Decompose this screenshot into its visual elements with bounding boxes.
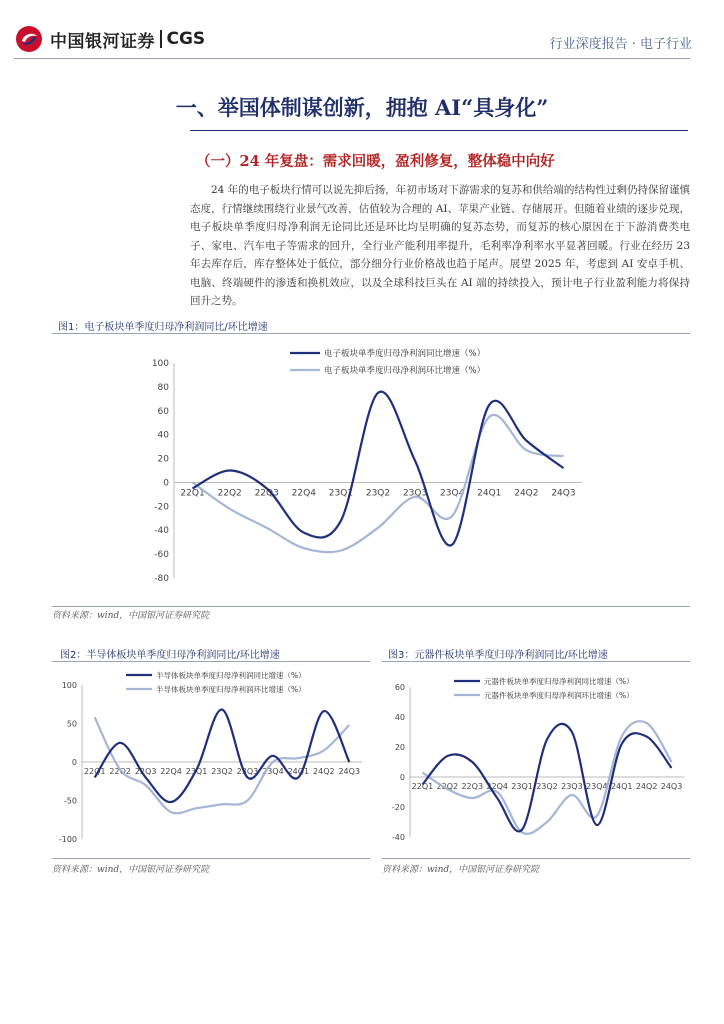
fig2-series-line-2: [95, 717, 350, 813]
fig2-y-tick-label: 0: [71, 758, 77, 767]
fig3-y-tick-label: -40: [391, 833, 405, 842]
fig1-label: 图1：电子板块单季度归母净利润同比/环比增速: [58, 322, 268, 333]
fig3-y-tick-label: 0: [399, 773, 405, 782]
fig3-x-tick-label: 23Q2: [536, 782, 558, 791]
fig3-x-tick-label: 22Q2: [436, 782, 459, 791]
fig3-x-tick-label: 24Q1: [610, 782, 633, 791]
fig1-series-line-1: [193, 392, 564, 546]
fig2-label: 图2：半导体板块单季度归母净利润同比/环比增速: [60, 650, 280, 661]
fig1-x-tick-label: 23Q4: [440, 488, 465, 499]
fig3-x-tick-label: 23Q4: [586, 782, 608, 791]
page-header: [0, 0, 724, 60]
fig3-series-line-1: [423, 724, 672, 832]
fig3-label: 图3：元器件板块单季度归母净利润同比/环比增速: [388, 650, 608, 661]
fig1-x-tick-label: 22Q4: [291, 488, 316, 499]
fig2-x-tick-label: 23Q2: [211, 767, 233, 776]
fig2-x-tick-label: 24Q3: [338, 767, 361, 776]
section-title: 一、举国体制谋创新，拥抱 AI“具身化”: [175, 95, 549, 120]
fig3-x-tick-label: 24Q2: [635, 782, 658, 791]
fig1-y-tick-label: 40: [157, 430, 169, 441]
fig2-x-tick-label: 23Q1: [185, 767, 208, 776]
fig3-source: 资料来源：wind，中国银河证券研究院: [382, 865, 540, 875]
fig1-y-tick-label: -80: [154, 574, 169, 584]
fig3-x-tick-label: 22Q1: [411, 782, 434, 791]
body-paragraph: 24 年的电子板块行情可以说先抑后扬，年初市场对下游需求的复苏和供给端的结构性过剩仍持保留谨慎态度，行情继续围绕行业景气改善，估值较为合理的 AI、苹果产业链、存储展开。但随着业绩的逐步兑现，电子板块单季度归母净利润无论同比还是环比均呈明确的复苏态势，而复苏的核心原因在于下游消费类电子、家电、汽车电子等需求的回升，全行业产能利用率提升，毛利率净利率水平显著回暖。行业在经历 23 年去库存后，库存整体处于低位，部分细分行业价格战也趋于尾声。展望 2025 年，考虑到 AI 安卓手机、电脑、终端硬件的渗透和换机效应，以及全球科技巨头在 AI 端的持续投入，预计电子行业盈利能力将保持回升之势。: [190, 184, 690, 307]
fig2-x-tick-label: 22Q4: [160, 767, 182, 776]
fig3-x-tick-label: 22Q3: [461, 782, 484, 791]
fig1-series-line-2: [193, 415, 564, 552]
fig1-legend-label-1: 电子板块单季度归母净利润同比增速（%）: [324, 349, 486, 359]
fig2-y-tick-label: 100: [61, 681, 77, 690]
fig1-x-tick-label: 23Q1: [328, 488, 354, 499]
fig1-x-tick-label: 22Q1: [180, 488, 205, 499]
fig2-x-tick-label: 23Q3: [236, 767, 259, 776]
fig2-y-tick-label: -100: [58, 835, 77, 844]
fig2-x-tick-label: 22Q1: [83, 767, 106, 776]
fig3-x-tick-label: 22Q4: [486, 782, 508, 791]
fig2-y-tick-label: -50: [63, 796, 77, 806]
fig1-x-tick-label: 22Q3: [254, 488, 279, 499]
fig3-top-rule: [382, 661, 690, 662]
logo: [14, 24, 205, 54]
fig1-y-tick-label: -20: [154, 502, 169, 513]
fig3-legend-label-2: 元器件板块单季度归母净利润环比增速（%）: [484, 691, 634, 700]
fig3-y-tick-label: 60: [394, 683, 405, 692]
fig2-bottom-rule: [52, 858, 370, 859]
fig1-x-tick-label: 23Q3: [402, 488, 428, 499]
fig2-x-tick-label: 24Q2: [313, 767, 335, 776]
fig1-x-tick-label: 24Q3: [551, 488, 576, 499]
fig1-y-tick-label: 0: [163, 478, 169, 489]
logo-text-cn: 中国银河证券: [50, 31, 155, 52]
fig3-x-tick-label: 24Q3: [660, 782, 683, 791]
fig3-y-tick-label: -20: [391, 803, 405, 812]
sub-title: （一）24 年复盘：需求回暖，盈利修复，整体稳中向好: [196, 153, 555, 170]
fig1-y-tick-label: -60: [154, 550, 169, 561]
fig3-legend-label-1: 元器件板块单季度归母净利润同比增速（%）: [484, 677, 634, 686]
fig1-chart: [52, 335, 690, 605]
fig2-top-rule: [52, 661, 370, 662]
fig3-x-tick-label: 23Q1: [511, 782, 533, 791]
fig1-y-tick-label: 80: [157, 382, 169, 393]
fig1-x-tick-label: 23Q2: [365, 488, 391, 499]
fig1-y-tick-label: -40: [154, 526, 169, 537]
fig2-legend-label-2: 半导体板块单季度归母净利润环比增速（%）: [156, 685, 306, 694]
fig1-legend-label-2: 电子板块单季度归母净利润环比增速（%）: [324, 366, 486, 376]
fig1-top-rule: [52, 333, 690, 334]
fig2-x-tick-label: 23Q4: [262, 767, 284, 776]
logo-separator: [160, 30, 162, 48]
fig2-x-tick-label: 24Q1: [287, 767, 310, 776]
fig1-x-tick-label: 24Q1: [477, 488, 502, 499]
fig3-y-tick-label: 20: [394, 743, 405, 752]
fig2-chart: [52, 663, 370, 855]
logo-text-en: CGS: [166, 29, 206, 49]
fig2-legend-label-1: 半导体板块单季度归母净利润同比增速（%）: [156, 671, 306, 680]
fig2-x-tick-label: 22Q3: [134, 767, 157, 776]
fig1-source: 资料来源：wind，中国银河证券研究院: [52, 611, 210, 621]
fig3-y-tick-label: 40: [394, 713, 405, 722]
fig1-y-tick-label: 100: [151, 359, 169, 369]
fig3-x-tick-label: 23Q3: [561, 782, 583, 791]
fig2-y-tick-label: 50: [66, 719, 77, 729]
header-divider: [14, 58, 690, 59]
fig3-bottom-rule: [382, 858, 690, 859]
section-divider: [190, 130, 688, 131]
fig2-x-tick-label: 22Q2: [109, 767, 131, 776]
fig1-y-tick-label: 20: [157, 454, 169, 465]
report-type: 行业深度报告 · 电子行业: [549, 37, 692, 52]
fig1-x-tick-label: 24Q2: [514, 488, 539, 499]
fig2-source: 资料来源：wind，中国银河证券研究院: [52, 865, 210, 875]
fig1-bottom-rule: [52, 606, 690, 607]
fig1-x-tick-label: 22Q2: [217, 488, 242, 499]
fig1-y-tick-label: 60: [157, 406, 169, 417]
fig3-chart: [382, 663, 690, 855]
cgs-logo-icon: [14, 24, 44, 54]
